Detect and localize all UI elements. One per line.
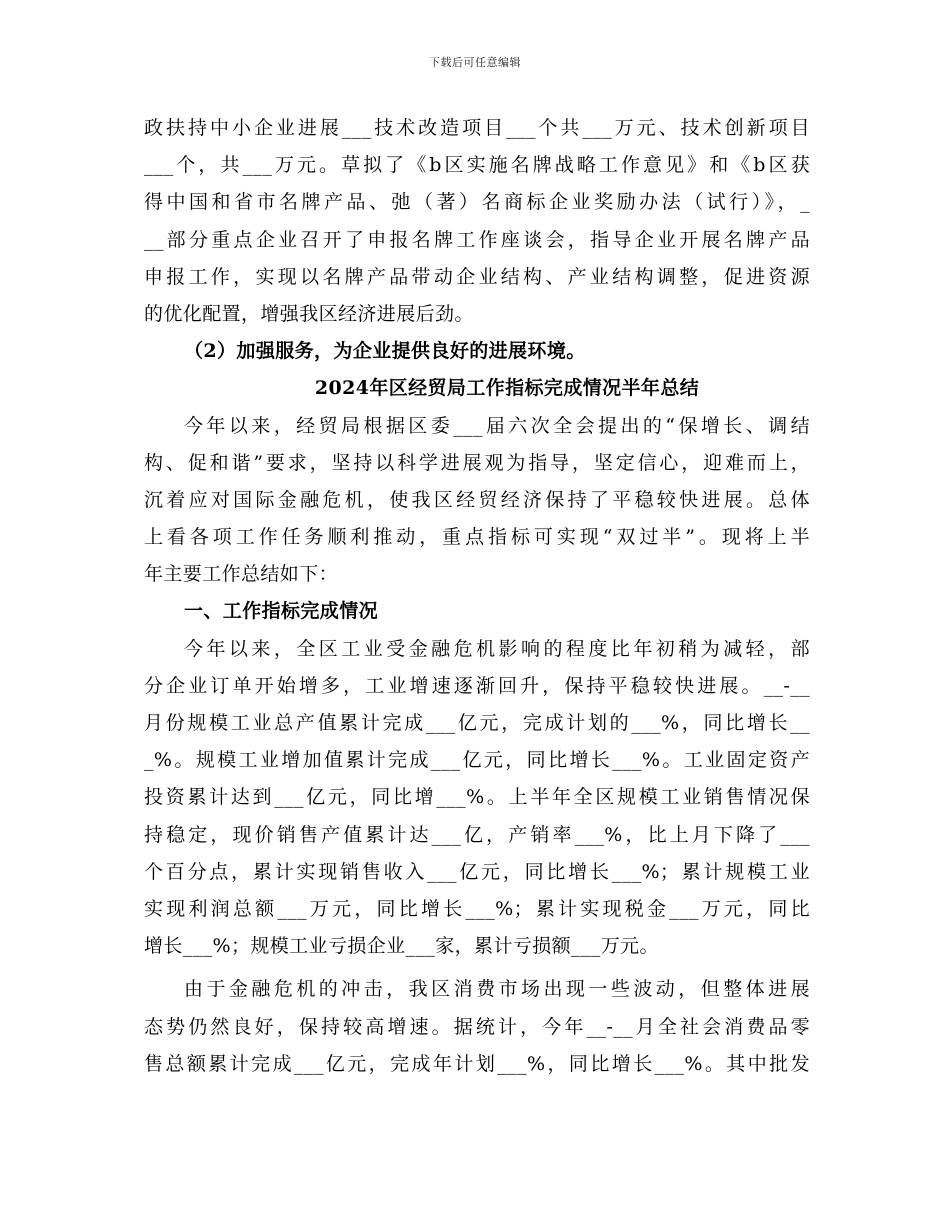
- body-line: 分企业订单开始增多，工业增速逐渐回升，保持平稳较快进展。__-__: [144, 674, 810, 697]
- body-line: 今年以来，经贸局根据区委___届六次全会提出的“保增长、调结: [184, 414, 810, 437]
- body-line: 申报工作，实现以名牌产品带动企业结构、产业结构调整，促进资源: [144, 265, 810, 288]
- body-line: 的优化配置，增强我区经济进展后劲。: [144, 302, 474, 325]
- body-line: 月份规模工业总产值累计完成___亿元，完成计划的___%，同比增长__: [144, 712, 810, 734]
- body-line: 政扶持中小企业进展___技术改造项目___个共___万元、技术创新项目: [144, 117, 810, 139]
- document-body: [144, 110, 810, 1083]
- body-line: 构、促和谐”要求，坚持以科学进展观为指导，坚定信心，迎难而上，: [144, 451, 810, 474]
- page-header: 下载后可任意编辑: [429, 56, 521, 69]
- body-line: _%。规模工业增加值累计完成___亿元，同比增长___%。工业固定资产: [144, 749, 810, 772]
- body-line: 实现利润总额___万元，同比增长___%；累计实现税金___万元，同比: [144, 897, 810, 920]
- body-line: 年主要工作总结如下：: [144, 563, 339, 586]
- section-heading: 一、工作指标完成情况: [184, 600, 379, 623]
- body-line: 由于金融危机的冲击，我区消费市场出现一些波动，但整体进展: [184, 978, 810, 1001]
- body-line: 投资累计达到___亿元，同比增___%。上半年全区规模工业销售情况保: [144, 786, 810, 809]
- body-line: 态势仍然良好，保持较高增速。据统计，今年__-__月全社会消费品零: [144, 1015, 810, 1038]
- body-line: 售总额累计完成___亿元，完成年计划___%，同比增长___%。其中批发: [144, 1052, 810, 1075]
- document-title: 2024年区经贸局工作指标完成情况半年总结: [314, 377, 700, 400]
- section-subheading: （2）加强服务，为企业提供良好的进展环境。: [184, 340, 586, 363]
- body-line: 个百分点，累计实现销售收入___亿元，同比增长___%；累计规模工业: [144, 860, 810, 883]
- body-line: 增长___%；规模工业亏损企业___家，累计亏损额___万元。: [144, 935, 659, 958]
- body-line: 持稳定，现价销售产值累计达___亿，产销率___%，比上月下降了___: [144, 823, 810, 846]
- body-line: 今年以来，全区工业受金融危机影响的程度比年初稍为减轻，部: [184, 637, 810, 660]
- body-line: 上看各项工作任务顺利推动，重点指标可实现“双过半”。现将上半: [144, 526, 810, 549]
- body-line: ___个，共___万元。草拟了《b区实施名牌战略工作意见》和《b区获: [144, 154, 810, 177]
- body-line: 沉着应对国际金融危机，使我区经贸经济保持了平稳较快进展。总体: [144, 488, 810, 511]
- body-line: __部分重点企业召开了申报名牌工作座谈会，指导企业开展名牌产品: [144, 228, 810, 251]
- body-line: 得中国和省市名牌产品、弛（著）名商标企业奖励办法（试行）》，_: [144, 191, 810, 214]
